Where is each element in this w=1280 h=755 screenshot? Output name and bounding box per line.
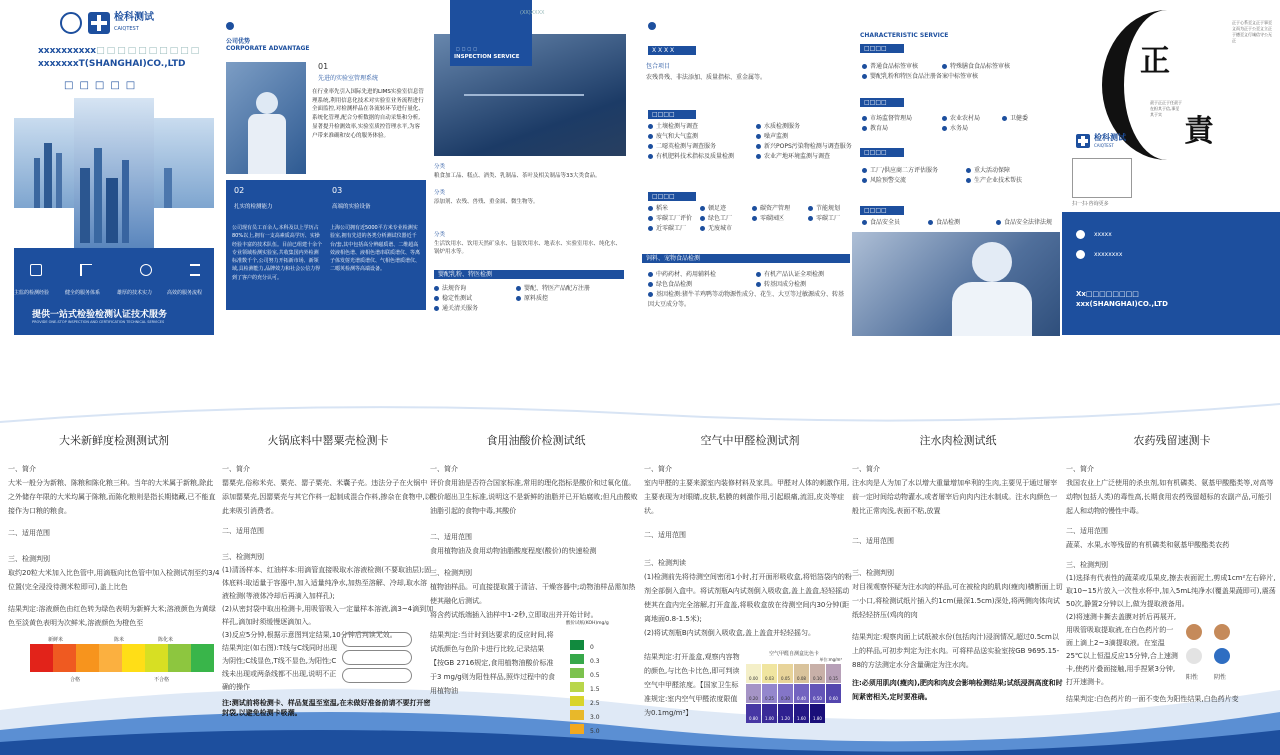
kit-text: 评价食用油是否符合国家标准,常用的理化指标是酸价和过氧化值。酸价超出卫生标准,说明这不是新鲜的油脂并已开始腐败;但凡由酸败油脂引起的食物中毒,其酸价 [430,479,638,515]
feature-label: 高效的服务流程 [167,290,203,296]
adv-num: 02 [234,186,245,195]
kit-section: 二、适用范围 [1066,527,1108,535]
card-unit: 单位:mg/m³ [819,657,842,662]
s1-text: 农残兽残、非法添加、质量指标、重金属等。 [646,74,767,81]
bullet-icon [752,206,757,211]
section-bar: □□□□ [860,148,904,157]
kit-section: 三、检测判别 [222,553,264,561]
characteristic-title: CHARACTERISTIC SERVICE [860,32,949,39]
bullet-icon [966,168,971,173]
bullet-icon [756,124,761,129]
bullet-icon [434,286,439,291]
negative-label: 阴性 [1214,674,1227,681]
scale-value: 1.5 [590,686,600,693]
bullet-icon [756,134,761,139]
s3-item: 零碳园区 [760,215,785,222]
kit-judge: 结果判定:当计时到达要求的反应时间,将试纸颜色与色阶卡进行比较,记录结果【按GB 2716规定,食用植物油酸价标准于3 mg/g则为阳性样品,照炸过程中的食用植物油 [430,631,555,695]
card-swatch: 0.00 [746,664,761,683]
inspection-title: INSPECTION SERVICE [454,54,520,60]
bullet-icon [752,216,757,221]
bullet-icon [808,216,813,221]
bullet-icon [516,296,521,301]
kit-rice [8,432,220,630]
kit-section: 一、简介 [852,465,880,473]
bullet-icon [648,292,653,297]
s3-item: 零碳工厂评价 [656,215,693,222]
kit-section: 一、简介 [430,465,458,473]
card-swatch: 0.80 [746,704,761,723]
adv-num: 03 [332,186,343,195]
s4-item: 转基因成分检测 [764,281,807,288]
feature-label: 雄厚的技术实力 [117,290,153,296]
adv-block [226,180,426,310]
pkg-item: 稳定性测试 [442,295,473,302]
char-item: 农业农村局 [950,115,981,122]
s3-item: 顿足迹 [708,205,727,212]
formaldehyde-card [746,650,842,730]
kit-judge: 结果判定:溶液颜色由红色转为绿色表明为新鲜大米;溶液颜色为黄绿色至淡黄色表明为次鲜米,溶液颜色为橙色至 [8,605,216,627]
company-name: xxxxxxxxxx□□□□□□□□□□ [38,46,202,56]
bullet-icon [928,220,933,225]
scale-value: 0.3 [590,658,600,665]
scale-bar [30,644,214,672]
qr-caption: 扫一扫·咨询更多 [1072,201,1109,207]
kit-text: (1)清汤样本、红油样本:用滴管直接吸取水溶液检测(不要取油层);固体底料:取适量于容器中,加入适量纯净水,加热至溶解、冷却,取水溶液检测(等液体冷却后再滴入加样孔); [222,566,432,600]
bullet-icon [756,144,761,149]
kit-note: 注:测试前将检测卡、样品复温至室温,在未做好准备前请不要打开密封袋,以避免检测卡吸潮。 [222,699,431,717]
bullet-icon [648,226,653,231]
calligraphy-ze: 責 [1184,114,1214,149]
kit-text: 室内甲醛的主要来源室内装修材料及家具。甲醛对人体的刺激作用,主要表现为对眼睛,皮肤,粘膜的刺激作用,引起眼痛,流泪,皮炎等症状。 [644,479,850,515]
bullet-icon [516,286,521,291]
kit-section: 三、检测判别 [430,569,472,577]
brand-sub: CAIQTEST [1094,143,1114,148]
bullet-icon [862,64,867,69]
s4-item: 基因检测:猪牛羊鸡鸭等动物源性成分、花生、大豆等过敏源成分、转基因大豆成分等。 [648,291,845,308]
s4-item: 有机产品认证全项检测 [764,271,825,278]
bullet-icon [862,220,867,225]
back-panel [1062,0,1280,335]
adv-text: 在行业率先引入国际先进的LIMS实验室信息管理系统,利用信息化技术对实验室业务流程进行全面监控,对检测样品在各流转环节进行量化、系统化管理,配合分析数据的自动采集和分析,显著提升检测效率,实验室质控管理水平,为客户带来准确和安心的服务体验。 [312,89,424,139]
back-company: Xx□□□□□□□□ [1076,290,1139,298]
panel-header: (XX)XXXX [520,10,545,16]
char-item: 重大活动保障 [974,167,1011,174]
scale-label: 陈化米 [158,637,174,643]
bullet-icon [648,154,653,159]
flag-icon [80,264,92,276]
group-text: 粮食加工品、糕点、酒类、乳制品、茶叶及相关制品等33大类食品。 [434,173,601,179]
card-swatch: 0.25 [762,684,777,703]
bullet-icon [434,296,439,301]
kit-text: (2)将速测卡撕去盖膜对折后再展开,用吸管吸取提取液,在白色药片的一面上滴上2~3滴提取液。在室温25℃以上恒温反应15分钟,合上速测卡,使药片叠面接触,用手捏紧3分钟,打开速测卡。 [1066,613,1178,686]
bullet-icon [648,124,653,129]
card-swatch: 0.08 [794,664,809,683]
kit-meat [852,432,1064,704]
s2-item: 农业产地环境监测与调查 [764,153,831,160]
section-bar: □□□□ [860,44,904,53]
char-item: 普通食品标签审核 [870,63,919,70]
scale-value: 0.5 [590,672,600,679]
adv-title: 高端的实验设备 [332,204,371,210]
top-wave [0,392,1280,432]
kit-text: 食用植物油及食用动物油脂酸度程度(酸价)的快速检测 [430,547,597,555]
adv-text: 上海公司拥有近5000平方米专业检测实验室,拥有先进的各类分析测试仪器近千台/套,其中包括高分辨磁质谱、二维超高效液相色谱、液相色谱串联质谱仪、等离子体发射光谱质谱仪、气相色谱质谱仪、二噁英检测等高端设备。 [330,225,421,273]
kit-section: 二、适用范围 [852,537,894,545]
poem-text: 正于心系至义正于事至义而为正于公至义立正于德至义行诚信守公无正 [1232,20,1272,43]
s3-item: 碳资产管理 [760,205,791,212]
kit-section: 一、简介 [8,465,36,473]
kit-section: 三、检测判别 [1066,561,1108,569]
s3-item: 近零碳工厂 [656,225,687,232]
char-item: 工厂/供应商二方评估服务 [870,167,939,174]
kit-text: (1)选择有代表性的蔬菜或瓜果皮,擦去表面泥土,剪成1cm²左右碎片,取10~15片放入一次性水杯中,加入5mL纯净水(覆盖果蔬即可),震荡50次,静置2分钟以上,做为提取液备用。 [1066,574,1276,608]
char-item: 卫健委 [1010,115,1029,122]
scale-value: 0 [590,644,594,651]
s2-item: 二噁英检测与调查服务 [656,143,717,150]
kit-title: 农药残留速测卡 [1133,434,1211,447]
kit-text: 植物油样品。可直接提取置于清洁、干燥容器中;动物油样品需加热使其融化后测试。 [430,583,636,605]
bullet-icon [648,216,653,221]
brand-name: 检科测试 [114,12,154,23]
kit-note: 注:必须用肌肉(瘦肉),肥肉和肉皮会影响检测结果;试纸浸润高度和时间紧密相关,定时要准确。 [852,679,1063,701]
s2-item: 噪声监测 [764,133,789,140]
hourglass-icon [190,264,200,276]
section-bar: □□□□ [860,206,904,215]
bullet-icon [966,178,971,183]
s2-item: 新兴POPS污染物检测与调查服务 [764,143,852,150]
location-icon [1076,230,1085,239]
s3-item: 稻米 [656,205,669,212]
cover-title-placeholder: □□□□□ [64,80,142,91]
cover-slogan-en: PROVIDE ONE-STOP INSPECTION AND CERTIFICATION TECHNICAL SERVICES [32,320,165,324]
bullet-icon [862,126,867,131]
feature-label: 主监的检测经验 [14,290,50,296]
char-item: 食品安全法律法规 [1004,219,1053,226]
card-swatch: 1.80 [810,704,825,723]
bullet-icon [862,168,867,173]
char-item: 食品检测 [936,219,961,226]
tool-icon [140,264,152,276]
back-company-en: xxx(SHANGHAI)CO.,LTD [1076,300,1168,308]
s3-item: 零碳工厂 [816,215,841,222]
kit-section: 二、适用范围 [430,533,472,541]
kit-title: 火锅底料中罂粟壳检测卡 [267,434,389,447]
section-bar: □□□□ [648,110,696,119]
feature-label: 健全的服务体系 [65,290,101,296]
kit-section: 一、简介 [644,465,672,473]
inspection-panel [432,0,632,335]
card-swatch: 0.30 [778,684,793,703]
bullet-icon [700,216,705,221]
section-bar: X X X X [648,46,696,55]
lab-photo [226,62,306,174]
bullet-icon [700,226,705,231]
adv-title: 扎实的检测能力 [234,204,273,210]
scale-label: 新鲜米 [48,637,64,643]
card-swatch: 1.00 [762,704,777,723]
scale-value: 5.0 [590,728,600,735]
back-logo [1076,132,1156,152]
char-item: 婴配乳粉和特医食品注册备案中标签审核 [870,73,979,80]
feature-icon [30,264,42,276]
s4-title: 饲料、宠物食品检测 [642,254,850,263]
rice-color-scale [30,636,220,684]
bullet-icon [648,206,653,211]
bullet-icon [862,74,867,79]
brand-name: 检科测试 [1094,133,1126,142]
card-swatch: 1.60 [794,704,809,723]
kit-title: 注水肉检测试纸 [919,434,997,447]
pkg-item: 通关清关服务 [442,305,479,312]
pkg-item: 原料质控 [524,295,549,302]
card-swatch: 1.20 [778,704,793,723]
kit-text: 我国农业上广泛使用的杀虫剂,如有机磷类、氨基甲酸酯类等,对高等动物(包括人类)的毒性高,长期食用农药残留超标的农副产品,可能引起人和动物的慢性中毒。 [1066,479,1274,515]
s1-text: 包合项目 [646,63,671,70]
kit-judge: 结果判定:观察肉面上试纸被水份(包括肉汁)浸润情况,超过0.5cm以上的样品,可初步判定为注水肉。可将样品送实验室按GB 9695.15-88的方法测定水分含量确定为注水肉。 [852,633,1060,669]
bullet-icon [808,206,813,211]
positive-label: 阳性 [1186,674,1199,681]
oil-scale [566,620,640,735]
scale-title: 酸价试纸(KOH)mg/g [566,621,609,626]
pass-label: 合格 [70,677,81,683]
kit-text: 蔬菜、水果,水等残留的有机磷类和氨基甲酸酯类农药 [1066,541,1230,549]
poem-text: 责于正正于任责于在担其于信,事至其于实 [1150,100,1182,117]
test-card-diagram [342,632,412,684]
scale-label: 陈米 [114,637,125,643]
adv-num: 01 [318,62,329,71]
bullet-icon [756,282,761,287]
feature-list [14,262,214,302]
kit-text: 对目视观察怀疑为注水肉的样品,可在被检肉的肌肉(瘦肉)横断面上切一小口,将检测试纸片插入约1cm(最深1.5cm)深处,将两侧肉体向试纸轻轻挤压(鸡肉的肉 [852,583,1063,619]
advantage-panel [222,0,430,335]
card-swatch: 0.60 [826,684,841,703]
group-label: 分类 [434,190,446,196]
char-item: 水务局 [950,125,969,132]
globe-icon [60,12,82,34]
scale-value: 2.5 [590,700,600,707]
s2-item: 有机肥料技术指标及质量检测 [656,153,735,160]
kit-section: 二、适用范围 [222,527,264,535]
cross-logo-icon [88,12,110,34]
bullet-icon [648,134,653,139]
adv-title: 先进的实验室管理系统 [318,75,379,82]
group-label: 分类 [434,232,446,238]
char-item: 食品安全员 [870,219,901,226]
char-item: 风险预警交流 [870,177,907,184]
bullet-icon [648,272,653,277]
pkg-item: 婴配、特医产品配方注册 [524,285,591,292]
kit-text: 注水肉是人为加了水以增大重量增加牟利的生肉,主要见于通过屠宰前一定时间给动物灌水,或者屠宰后向肉内注水制成。注水肉颜色一般比正常肉浅,表面不粘,放置 [852,479,1058,515]
card-title: 空气甲醛自测盒比色卡 [768,651,819,657]
phone-icon [1076,250,1085,259]
bullet-icon [756,154,761,159]
plus-icon [648,22,656,30]
bullet-icon [942,116,947,121]
char-item: 生产企业技术帮扶 [974,177,1023,184]
card-swatch: 0.05 [778,664,793,683]
s3-item: 绿色工厂 [708,215,733,222]
scale-value: 3.0 [590,714,600,721]
kit-text: 取约20粒大米加入比色管中,用滴瓶向比色管中加入检测试剂至约3/4位置(完全浸没待测米粒即可),盖上比色 [8,569,220,591]
kit-section: 二、适用范围 [644,531,686,539]
char-item: 特殊膳食食品标签审核 [950,63,1011,70]
company-name-en: xxxxxxxT(SHANGHAI)CO.,LTD [38,59,186,69]
calligraphy-zheng: 正 [1140,44,1170,79]
kit-judge: 结果判定:打开盖盒,观察内容物的颜色,与比色卡比色,即可判读空气中甲醛浓度。【国家卫生标准规定:室内空气甲醛浓度限值为0.1mg/m³】 [644,653,740,717]
back-info-block [1062,212,1280,335]
kit-section: 三、检测判别 [8,555,50,563]
inspection-tag: □□□□ INSPECTION SERVICE [450,0,532,66]
s3-item: 无废城市 [708,225,733,232]
fail-label: 不合格 [154,677,170,683]
group-label: 分类 [434,164,446,170]
card-swatch: 0.50 [810,684,825,703]
cover-slogan: 提供一站式检验检测认证技术服务 [32,310,168,320]
kit-section: 一、简介 [222,465,250,473]
kit-title: 大米新鲜度检测测试剂 [59,434,169,447]
s2-item: 土壤检测与调查 [656,123,699,130]
section-bar: □□□□ [648,192,696,201]
card-swatch: 0.15 [826,664,841,683]
plus-icon [226,22,234,30]
pkg-title: 婴配乳粉、特医检测 [434,270,624,279]
kit-section: 三、检测判读 [644,559,686,567]
s2-item: 水质检测服务 [764,123,801,130]
brand-logo [60,10,170,36]
kit-section: 三、检测判别 [852,569,894,577]
char-item: 教育局 [870,125,889,132]
bullet-icon [862,178,867,183]
card-swatch: 0.40 [794,684,809,703]
card-swatch: 0.20 [746,684,761,703]
bullet-icon [942,126,947,131]
cross-logo-icon [1076,134,1090,148]
bullet-icon [1002,116,1007,121]
bullet-icon [996,220,1001,225]
qr-code [1072,158,1132,198]
kit-text: 罂粟壳,俗称米壳、粟壳、罂子粟壳、米囊子壳。违法分子在火锅中添加罂粟壳,因罂粟壳与其它作料一起制成混合作料,掺杂在食物中,以此来吸引消费者。 [222,479,432,515]
bullet-icon [434,306,439,311]
advantage-label-en: CORPORATE ADVANTAGE [226,45,310,52]
kit-text: 将含药试纸端插入油样中1-2秒,立即取出并开始计时。 [430,611,598,619]
cover-panel [14,0,214,335]
char-item: 市场监督管理局 [870,115,913,122]
kit-text: (1)检测前先将待测空间密闭1小时,打开面形吸收盒,将铝箔袋内的粉剂全部倒入盒中。将试剂瓶A内试剂倒入吸收盒,盖上盖盒,轻轻摇动使其在盒内完全溶解,打开盒盖,将吸收盒放在待测空间内30分钟(距离地面0.8-1.5米); [644,573,852,623]
advantage-label: 公司优势 [226,38,251,45]
kit-title: 空气中甲醛检测试剂 [700,434,800,447]
kit-judge: 结果判定(如右图):T线与C线同时出现为阴性;C线显色,T线不显色,为阳性;C线未出现或两条线都不出现,说明不正确的操作 [222,644,337,691]
bullet-icon [942,64,947,69]
card-swatch: 0.10 [810,664,825,683]
kit-text: (3)反应5分钟,根据示意图判定结果,10分钟后判读无效。 [222,631,397,639]
pkg-item: 法规咨询 [442,285,467,292]
group-text: 生活饮用水、饮用天然矿泉水、包装饮用水、地表水、实验室用水、纯化水、锅炉用水等。 [434,241,622,255]
s3-item: 节能规划 [816,205,841,212]
s4-item: 中药药材、药用辅料检 [656,271,717,278]
kit-text: 大米一般分为新粮、陈粮和陈化粮三种。当年的大米属于新粮,除此之外储存年限的大米均属于陈粮,而陈化粮则是指长期储藏,已不能直接作为口粮的粮食。 [8,479,216,515]
card-swatch: 0.03 [762,664,777,683]
bullet-icon [700,206,705,211]
adv-text: 公司现有员工百余人,本科及以上学历占80%以上,拥有一支高素质高学历、实操经验丰富的技术队伍。目前已组建十余个专业领域检测实验室,共收集国内外检测标准数千个,公司努力开拓新市场、新领域,具检测能力,品牌效力和社会公信力得到了客户的充分认可。 [232,225,323,281]
kit-text: (2)将试剂瓶B内试剂倒入吸收盒,盖上盖盒并轻轻摇匀。 [644,629,815,637]
section-bar: □□□□ [860,98,904,107]
scientist-photo [852,232,1060,336]
kit-title: 食用油酸价检测试纸 [486,434,586,447]
kit-judge: 结果判定:白色药片的一面不变色为阳性结果,白色药片变 [1066,695,1239,703]
group-text: 添加剂、农残、兽残、重金属、微生物等。 [434,199,539,205]
bullet-icon [756,272,761,277]
pesticide-result-card [1182,618,1252,694]
phone-text: xxxxxxxx [1094,251,1123,258]
bullet-icon [862,116,867,121]
characteristic-panel [852,0,1062,335]
kit-section: 一、简介 [1066,465,1094,473]
bullet-icon [648,144,653,149]
address-text: xxxxx [1094,231,1112,238]
bullet-icon [648,282,653,287]
kit-section: 二、适用范围 [8,529,50,537]
s4-item: 绿色食品检测 [656,281,693,288]
s2-item: 废气和大气监测 [656,133,699,140]
cover-cross-image [14,98,214,248]
kit-text: (2)从密封袋中取出检测卡,用吸管吸入一定量样本溶液,滴3~4滴到加样孔,滴加时须缓慢逐滴加入。 [222,605,434,626]
brand-sub: CAIQTEST [114,26,139,32]
